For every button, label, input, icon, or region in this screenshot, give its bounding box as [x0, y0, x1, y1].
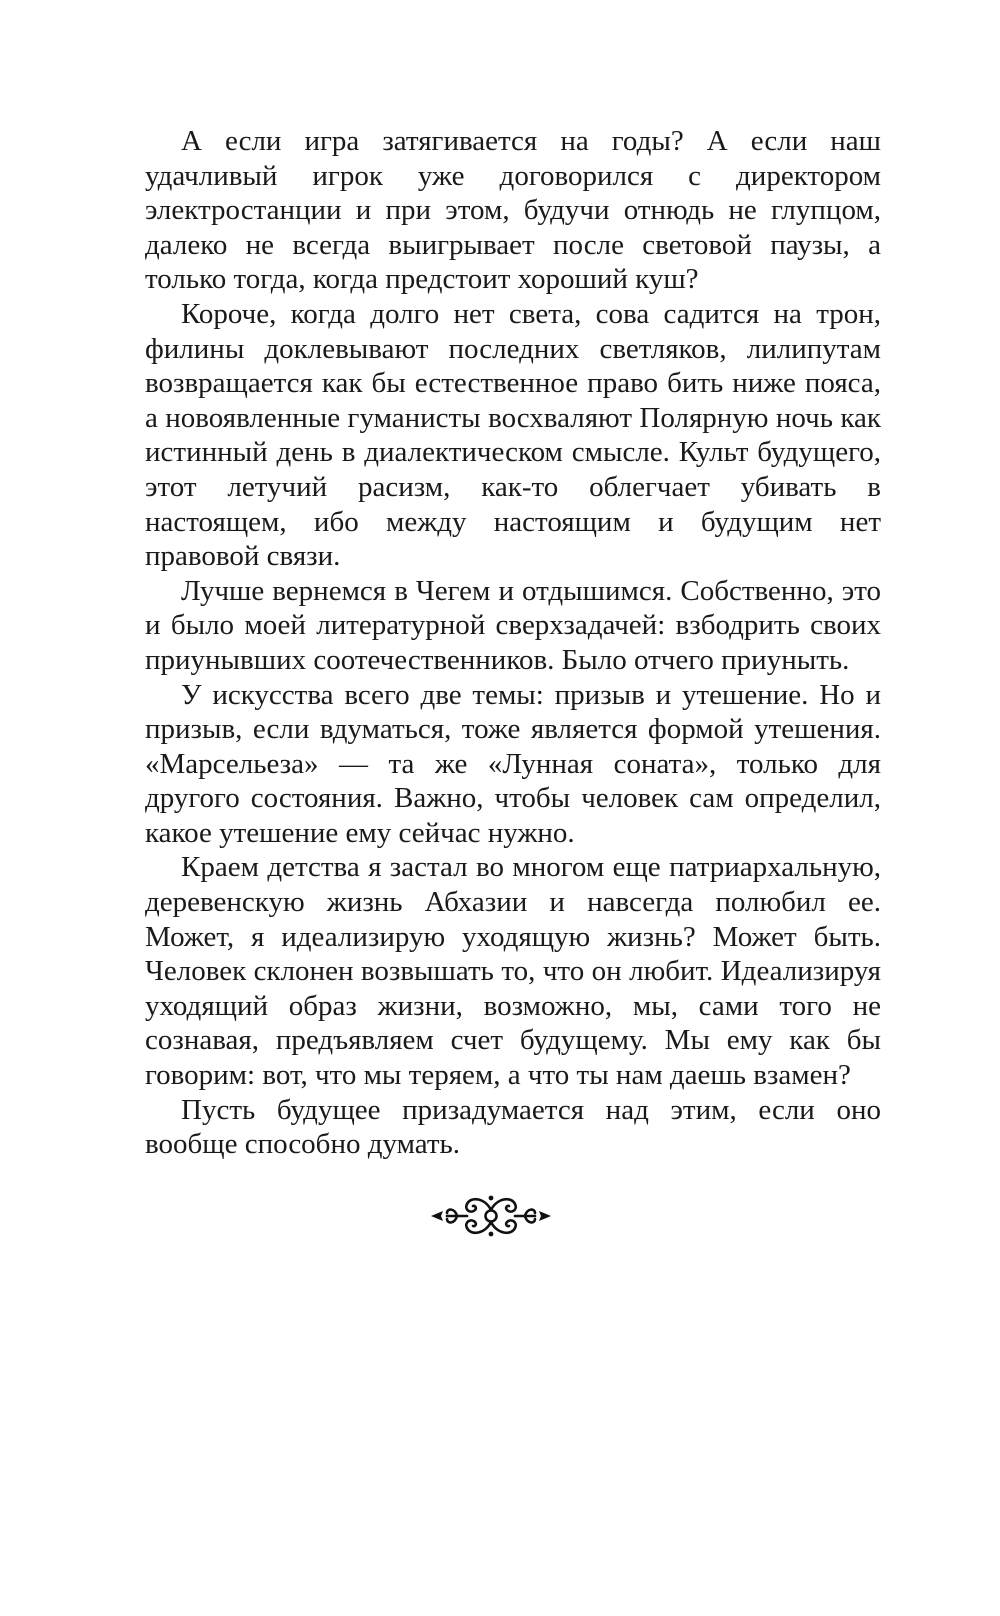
paragraph-4: У искусства всего две темы: призыв и утешение. Но и призыв, если вдуматься, тоже является формой утешения. «Марсельеза» — та же «Лунная соната», только для другого состояния. Важно, чтобы человек сам определил, какое утешение ему сейчас нужно. — [145, 678, 881, 849]
paragraph-6: Пусть будущее призадумается над этим, если оно вообще способно думать. — [145, 1093, 881, 1161]
paragraph-3: Лучше вернемся в Чегем и отдышимся. Собственно, это и было моей литературной сверхзадачей: взбодрить своих приунывших соотечественников. Было отчего приуныть. — [145, 574, 881, 676]
paragraph-1: А если игра затягивается на годы? А если наш удачливый игрок уже договорился с директором электростанции и при этом, будучи отнюдь не глупцом, далеко не всегда выигрывает после световой паузы, а только тогда, когда предстоит хороший куш? — [145, 125, 881, 296]
paragraph-5: Краем детства я застал во многом еще патриархальную, деревенскую жизнь Абхазии и навсегда полюбил ее. Может, я идеализирую уходящую жизнь? Может быть. Человек склонен возвышать то, что он любит. Идеализируя уходящий образ жизни, возможно, мы, сами того не сознавая, предъявляем счет будущему. Мы ему как бы говорим: вот, что мы теряем, а что ты нам даешь взамен? — [145, 851, 881, 1092]
paragraph-2: Короче, когда долго нет света, сова садится на трон, филины доклевывают последних светляков, лилипутам возвращается как бы естественное право бить ниже пояса, а новоявленные гуманисты восхваляют Полярную ночь как истинный день в диалектическом смысле. Культ будущего, этот летучий расизм, как-то облегчает убивать в настоящем, ибо между настоящим и будущим нет правовой связи. — [145, 297, 881, 573]
body-text — [145, 124, 881, 1162]
scroll-ornament-icon — [427, 1190, 555, 1242]
